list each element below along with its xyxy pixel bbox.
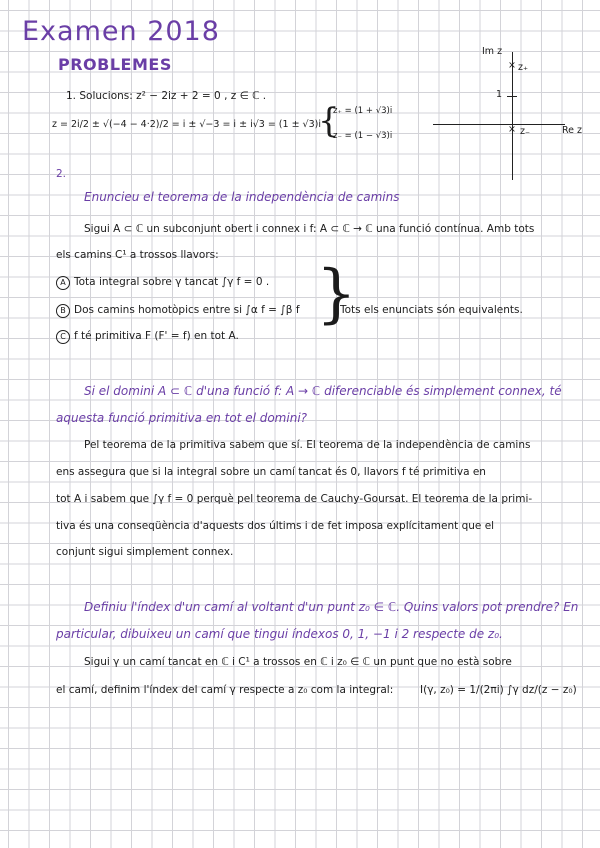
question-2-title-line1: Si el domini A ⊂ ℂ d'una funció f: A → ℂ diferenciable és simplement connex, té bbox=[84, 384, 562, 398]
question-2-title-line2: aquesta funció primitiva en tot el domini? bbox=[56, 411, 308, 425]
question-2-answer-line1: Pel teorema de la primitiva sabem que sí. El teorema de la independència de camins bbox=[84, 439, 531, 451]
question-3-title-line1: Definiu l'índex d'un camí al voltant d'un punt z₀ ∈ ℂ. Quins valors pot prendre? En bbox=[84, 600, 579, 614]
axis-tick bbox=[507, 96, 517, 97]
real-axis bbox=[433, 124, 565, 125]
statement-a-marker: A bbox=[56, 276, 70, 290]
point-plus-label: z₊ bbox=[518, 62, 529, 73]
statement-b-marker: B bbox=[56, 304, 70, 318]
question-2-answer-line5: conjunt sigui simplement connex. bbox=[56, 546, 234, 558]
question-2-answer-line4: tiva és una conseqüència d'aquests dos últims i de fet imposa explícitament que el bbox=[56, 520, 495, 532]
imaginary-axis bbox=[512, 52, 513, 180]
statement-b-text: Dos camins homotòpics entre si ∫α f = ∫β f bbox=[74, 304, 300, 316]
statement-a-text: Tota integral sobre γ tancat ∫γ f = 0 . bbox=[74, 276, 270, 288]
imaginary-axis-label: Im z bbox=[482, 46, 503, 57]
problem-1-formula: z = 2i/2 ± √(−4 − 4·2)/2 = i ± √−3 = i ± i√3 = (1 ± √3)i bbox=[52, 119, 322, 130]
question-1-intro-line2: els camins C¹ a trossos llavors: bbox=[56, 249, 219, 261]
statements-conclusion: Tots els enunciats són equivalents. bbox=[340, 304, 523, 316]
solution-plus: z₊ = (1 + √3)i bbox=[333, 106, 393, 116]
statement-c bbox=[56, 329, 239, 344]
question-1-intro-line1: Sigui A ⊂ ℂ un subconjunt obert i connex i f: A ⊂ ℂ → ℂ una funció contínua. Amb tots bbox=[84, 223, 535, 235]
question-3-title-line2: particular, dibuixeu un camí que tingui índexos 0, 1, −1 i 2 respecte de z₀. bbox=[56, 627, 503, 641]
question-3-answer-line2: el camí, definim l'índex del camí γ respecte a z₀ com la integral: bbox=[56, 684, 394, 696]
point-minus-label: z₋ bbox=[520, 126, 531, 137]
point-minus-marker: × bbox=[508, 124, 516, 135]
problem-1-heading: 1. Solucions: z² − 2iz + 2 = 0 , z ∈ ℂ . bbox=[66, 90, 267, 102]
question-3-answer-line1: Sigui γ un camí tancat en ℂ i C¹ a trossos en ℂ i z₀ ∈ ℂ un punt que no està sobre bbox=[84, 656, 512, 668]
question-2-answer-line3: tot A i sabem que ∫γ f = 0 perquè pel teorema de Cauchy-Goursat. El teorema de la primi- bbox=[56, 493, 533, 505]
statement-b bbox=[56, 303, 300, 318]
statements-brace: } bbox=[316, 257, 357, 331]
real-axis-label: Re z bbox=[562, 125, 583, 136]
tick-label: 1 bbox=[496, 89, 503, 100]
index-formula: I(γ, z₀) = 1/(2πi) ∫γ dz/(z − z₀) bbox=[420, 684, 577, 696]
question-1-title: Enuncieu el teorema de la independència de camins bbox=[84, 190, 400, 204]
problem-2-number: 2. bbox=[56, 168, 67, 180]
solution-minus: z₋ = (1 − √3)i bbox=[333, 131, 393, 141]
point-plus-marker: × bbox=[508, 60, 516, 71]
statement-c-text: f té primitiva F (F' = f) en tot A. bbox=[74, 330, 239, 342]
statement-a bbox=[56, 275, 269, 290]
page-subtitle: PROBLEMES bbox=[58, 55, 172, 74]
page-title: Examen 2018 bbox=[22, 16, 220, 47]
question-2-answer-line2: ens assegura que si la integral sobre un camí tancat és 0, llavors f té primitiva en bbox=[56, 466, 486, 478]
solutions-brace: { bbox=[318, 101, 340, 141]
statement-c-marker: C bbox=[56, 330, 70, 344]
